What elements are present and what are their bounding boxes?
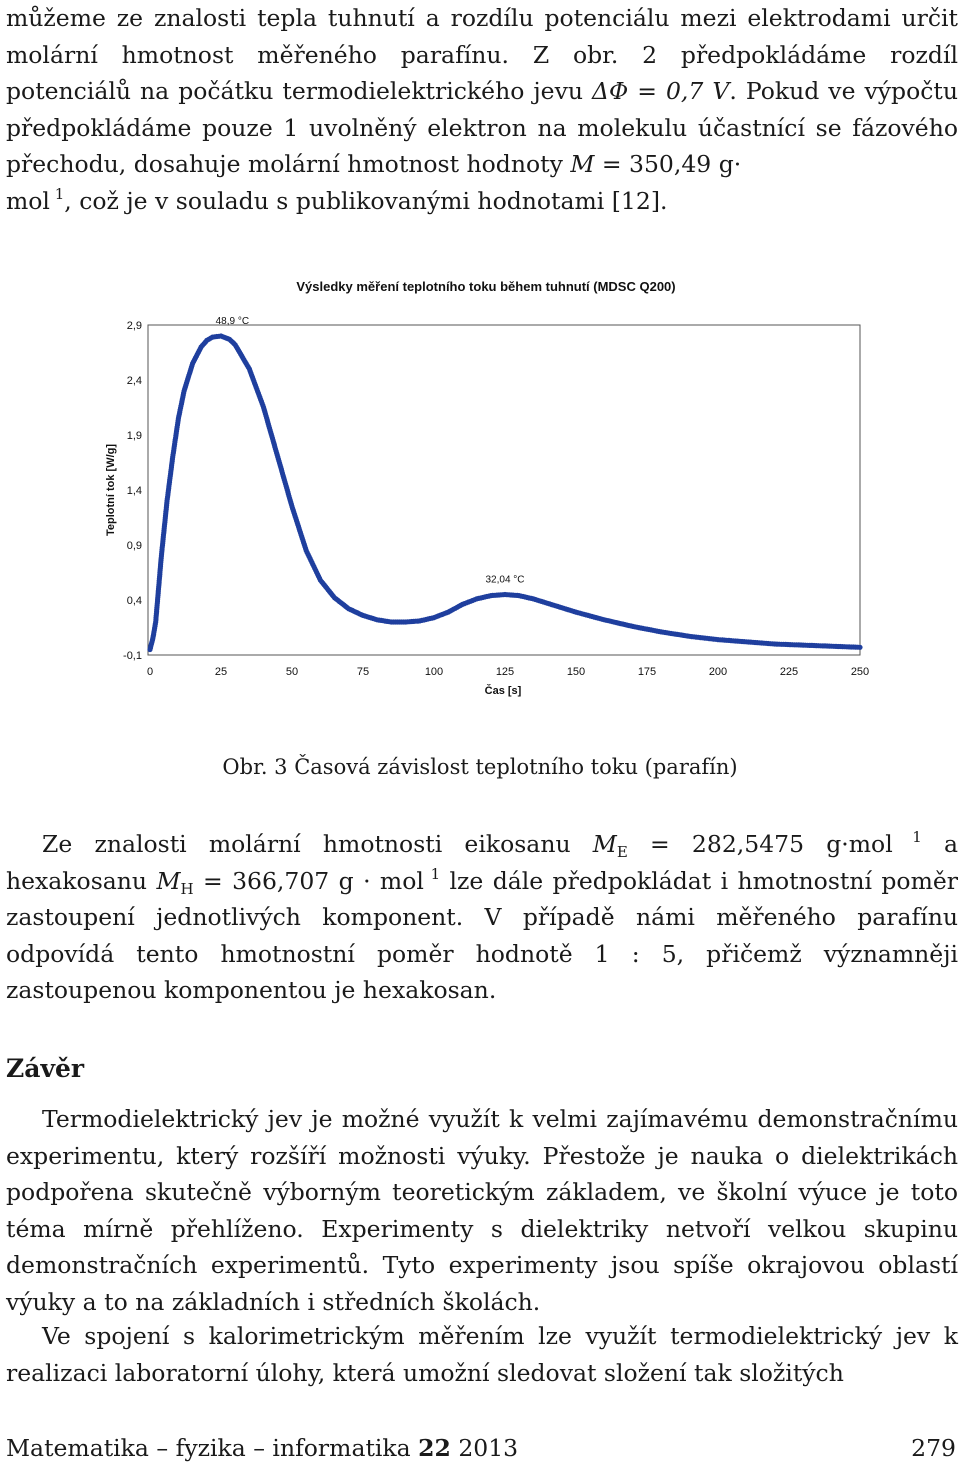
chart-svg bbox=[100, 270, 900, 710]
x-tick-label: 225 bbox=[779, 666, 799, 678]
peak-annotation: 48,9 °C bbox=[215, 316, 250, 327]
data-points bbox=[147, 333, 862, 652]
chart-title: Výsledky měření teplotního toku během tuhnutí (MDSC Q200) bbox=[296, 279, 676, 294]
x-tick-label: 175 bbox=[637, 666, 657, 678]
journal-year: 2013 bbox=[450, 1434, 519, 1462]
journal-name: Matematika – fyzika – informatika bbox=[6, 1434, 419, 1462]
x-tick-label: 75 bbox=[356, 666, 370, 678]
x-tick-label: 125 bbox=[495, 666, 515, 678]
paragraph-molar-mass: Ze znalosti molární hmotnosti eikosanu $M_E = 282,5475$ g·mol $^1$ a hexakosanu $M_H = 366,707$ g · mol $^1$ lze dále předpokládat i hmotnostní poměr zastoupení jednotlivých komponent. V případě námi měřeného parafínu odpovídá tento hmotnostní poměr hodnotě 1 : 5, přičemž významněji zastoupenou komponentou je hexakosan. bbox=[6, 828, 958, 1004]
x-tick-label: 150 bbox=[566, 666, 586, 678]
x-tick-label: 250 bbox=[850, 666, 870, 678]
y-tick-label: 0,9 bbox=[126, 540, 142, 552]
paragraph-conclusion-2: Ve spojení s kalorimetrickým měřením lze využít termodielektrický jev k realizaci laboratorní úlohy, která umožní sledovat složení tak složitých bbox=[6, 1322, 958, 1387]
x-tick-label: 50 bbox=[285, 666, 299, 678]
y-axis-ticks bbox=[123, 320, 142, 662]
y-tick-label: 2,9 bbox=[126, 320, 142, 332]
journal-volume: 22 bbox=[418, 1434, 451, 1462]
plot-frame bbox=[148, 325, 860, 655]
x-tick-label: 0 bbox=[146, 666, 154, 678]
x-axis-label: Čas [s] bbox=[484, 685, 522, 697]
y-tick-label: 1,9 bbox=[126, 430, 142, 442]
y-tick-label: -0,1 bbox=[123, 650, 142, 662]
heat-flow-chart bbox=[100, 270, 900, 710]
y-tick-label: 0,4 bbox=[126, 595, 142, 607]
data-point bbox=[857, 645, 862, 650]
peak-annotation: 32,04 °C bbox=[485, 574, 525, 586]
x-axis-ticks bbox=[147, 666, 869, 678]
delta-phi-equation: ΔΦ = 0,7 V bbox=[592, 77, 730, 105]
molar-mass-symbol: M bbox=[570, 150, 595, 178]
figure-caption: Obr. 3 Časová závislost teplotního toku (parafín) bbox=[222, 755, 738, 779]
x-tick-label: 25 bbox=[214, 666, 228, 678]
paragraph-conclusion-1: Termodielektrický jev je možné využít k velmi zajímavému demonstračnímu experimentu, který rozšíří možnosti výuky. Přestože je nauka o dielektrikách podpořena skutečně výborným teoretickým základem, ve školní výuce je toto téma mírně přehlíženo. Experimenty s dielektriky netvoří velkou skupinu demonstračních experimentů. Tyto experimenty jsou spíše okrajovou oblastí výuky a to na základních i středních školách. bbox=[6, 1105, 958, 1316]
x-tick-label: 200 bbox=[708, 666, 728, 678]
page-number: 279 bbox=[911, 1434, 956, 1462]
paragraph-intro: můžeme ze znalosti tepla tuhnutí a rozdílu potenciálu mezi elektrodami určit molární hmotnost měřeného parafínu. Z obr. 2 předpokládáme rozdíl potenciálů na počátku termodielektrického jevu ΔΦ = 0,7 V. Pokud ve výpočtu předpokládáme pouze 1 uvolněný elektron na molekulu účastnící se fázového přechodu, dosahuje molární hmotnost hodnoty M = 350,49 g· mol $^1$, což je v souladu s publikovanými hodnotami [12]. bbox=[6, 4, 958, 215]
page-footer bbox=[6, 1430, 956, 1466]
y-tick-label: 1,4 bbox=[126, 485, 142, 497]
section-heading-zaver: Závěr bbox=[6, 1054, 85, 1083]
x-tick-label: 100 bbox=[424, 666, 444, 678]
annotations bbox=[216, 316, 525, 586]
y-axis-label: Teplotní tok [W/g] bbox=[105, 443, 117, 537]
y-tick-label: 2,4 bbox=[126, 375, 142, 387]
